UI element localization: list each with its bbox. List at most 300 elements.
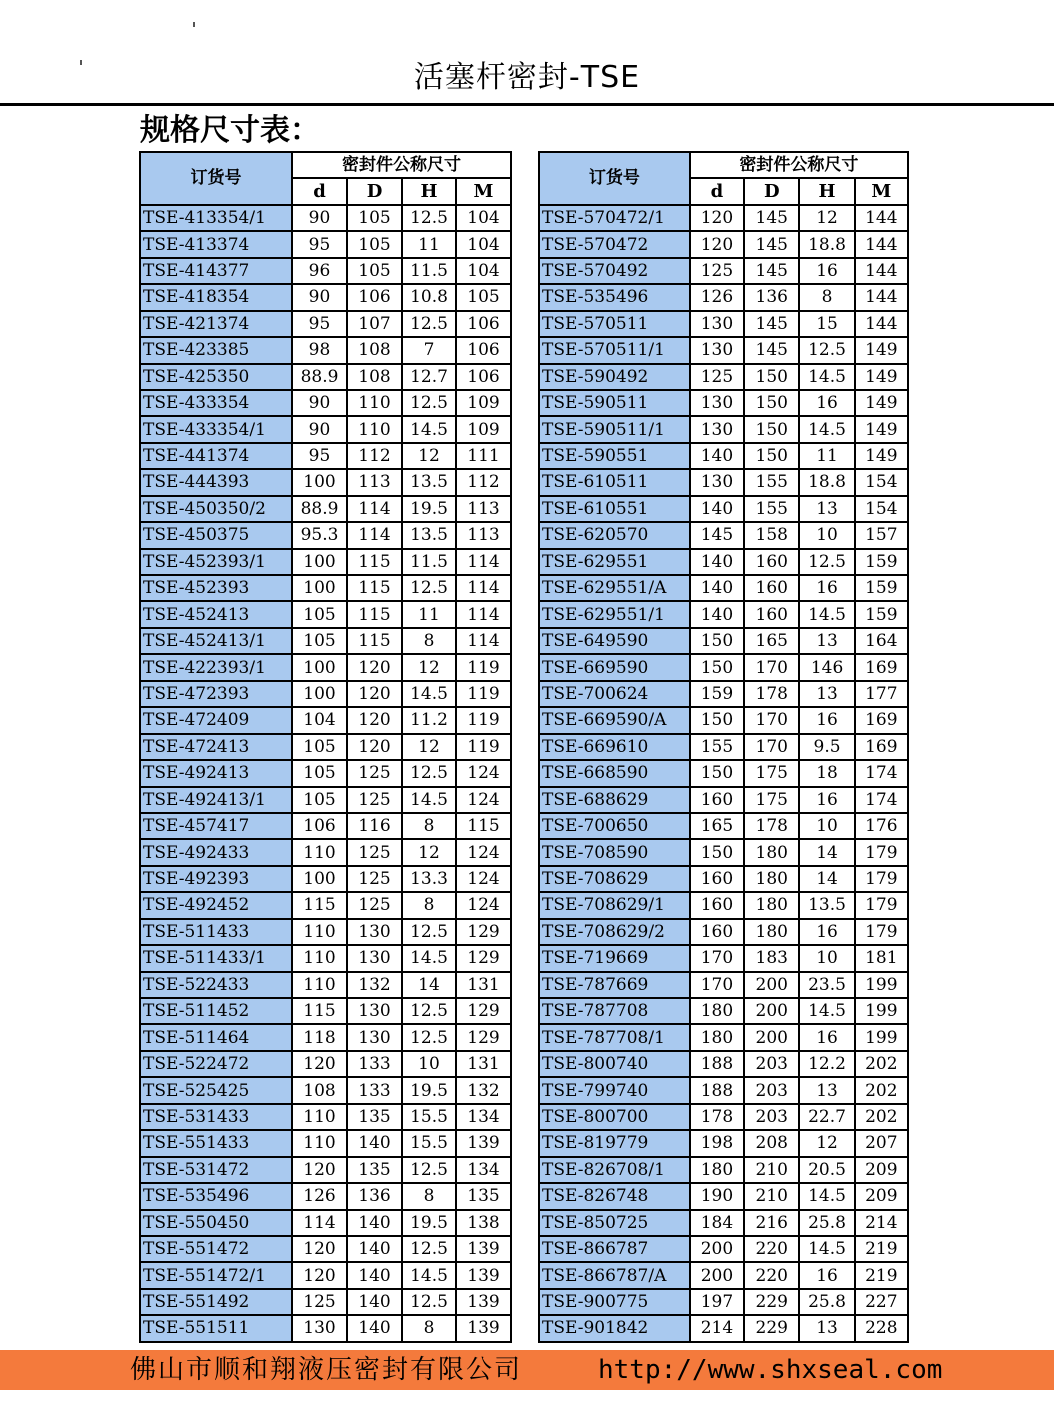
height-H-cell: 16	[799, 787, 854, 813]
outer-diameter-D-cell: 220	[744, 1262, 799, 1288]
inner-diameter-d-cell: 120	[690, 231, 744, 257]
outer-diameter-D-cell: 114	[347, 496, 402, 522]
height-H-cell: 12	[402, 443, 456, 469]
outer-diameter-D-cell: 108	[347, 364, 402, 390]
height-H-cell: 11.5	[402, 258, 456, 284]
height-H-cell: 18	[799, 760, 854, 786]
m-value-cell: 159	[855, 601, 908, 627]
table-row	[539, 1051, 908, 1077]
m-value-cell: 199	[855, 972, 908, 998]
m-value-cell: 106	[456, 311, 511, 337]
height-H-cell: 14.5	[799, 998, 854, 1024]
order-number-cell: TSE-570472	[539, 231, 690, 257]
table-row	[140, 469, 511, 495]
table-row	[140, 1051, 511, 1077]
inner-diameter-d-cell: 110	[292, 1104, 347, 1130]
outer-diameter-D-cell: 229	[744, 1315, 799, 1341]
table-row	[539, 443, 908, 469]
m-value-cell: 176	[855, 813, 908, 839]
inner-diameter-d-cell: 188	[690, 1077, 744, 1103]
website-link[interactable]: http://www.shxseal.com	[598, 1355, 943, 1385]
order-number-cell: TSE-629551	[539, 549, 690, 575]
outer-diameter-D-cell: 106	[347, 284, 402, 310]
table-row	[539, 1210, 908, 1236]
inner-diameter-d-cell: 178	[690, 1104, 744, 1130]
m-value-cell: 135	[456, 1183, 511, 1209]
inner-diameter-d-cell: 105	[292, 601, 347, 627]
height-H-cell: 13.5	[402, 522, 456, 548]
table-row	[140, 337, 511, 363]
outer-diameter-D-cell: 170	[744, 654, 799, 680]
inner-diameter-d-cell: 105	[292, 787, 347, 813]
m-value-cell: 115	[456, 813, 511, 839]
height-H-cell: 16	[799, 1262, 854, 1288]
outer-diameter-D-cell: 125	[347, 787, 402, 813]
m-value-cell: 164	[855, 628, 908, 654]
height-H-cell: 14.5	[799, 601, 854, 627]
table-row	[539, 416, 908, 442]
order-number-cell: TSE-866787/A	[539, 1262, 690, 1288]
height-H-cell: 15.5	[402, 1130, 456, 1156]
order-number-cell: TSE-418354	[140, 284, 292, 310]
inner-diameter-d-cell: 110	[292, 972, 347, 998]
outer-diameter-D-cell: 155	[744, 469, 799, 495]
table-row	[140, 972, 511, 998]
m-value-cell: 106	[456, 337, 511, 363]
outer-diameter-D-cell: 136	[347, 1183, 402, 1209]
order-number-cell: TSE-719669	[539, 945, 690, 971]
order-number-cell: TSE-452393	[140, 575, 292, 601]
table-row	[539, 337, 908, 363]
height-H-cell: 20.5	[799, 1157, 854, 1183]
column-header-M: M	[456, 178, 511, 204]
outer-diameter-D-cell: 130	[347, 1024, 402, 1050]
table-row	[539, 998, 908, 1024]
height-H-cell: 12.5	[799, 549, 854, 575]
outer-diameter-D-cell: 180	[744, 892, 799, 918]
order-number-cell: TSE-550450	[140, 1210, 292, 1236]
height-H-cell: 14.5	[402, 1262, 456, 1288]
m-value-cell: 139	[456, 1289, 511, 1315]
order-number-cell: TSE-669590	[539, 654, 690, 680]
height-H-cell: 14.5	[799, 1183, 854, 1209]
order-number-cell: TSE-800700	[539, 1104, 690, 1130]
table-row	[539, 972, 908, 998]
inner-diameter-d-cell: 115	[292, 892, 347, 918]
order-number-cell: TSE-452413/1	[140, 628, 292, 654]
height-H-cell: 12.2	[799, 1051, 854, 1077]
outer-diameter-D-cell: 125	[347, 866, 402, 892]
inner-diameter-d-cell: 100	[292, 866, 347, 892]
table-row	[140, 1130, 511, 1156]
height-H-cell: 16	[799, 1024, 854, 1050]
inner-diameter-d-cell: 100	[292, 575, 347, 601]
outer-diameter-D-cell: 110	[347, 390, 402, 416]
order-number-cell: TSE-414377	[140, 258, 292, 284]
table-row	[140, 1315, 511, 1341]
table-row	[539, 945, 908, 971]
m-value-cell: 124	[456, 892, 511, 918]
table-row	[539, 284, 908, 310]
m-value-cell: 113	[456, 522, 511, 548]
m-value-cell: 131	[456, 1051, 511, 1077]
inner-diameter-d-cell: 105	[292, 628, 347, 654]
m-value-cell: 109	[456, 390, 511, 416]
order-number-cell: TSE-787708/1	[539, 1024, 690, 1050]
table-row	[140, 892, 511, 918]
order-number-cell: TSE-551472/1	[140, 1262, 292, 1288]
inner-diameter-d-cell: 150	[690, 628, 744, 654]
m-value-cell: 199	[855, 998, 908, 1024]
order-number-cell: TSE-590551	[539, 443, 690, 469]
order-number-cell: TSE-708590	[539, 839, 690, 865]
m-value-cell: 124	[456, 866, 511, 892]
inner-diameter-d-cell: 120	[292, 1051, 347, 1077]
table-row	[539, 813, 908, 839]
height-H-cell: 12.5	[402, 998, 456, 1024]
table-row	[140, 205, 511, 231]
outer-diameter-D-cell: 135	[347, 1157, 402, 1183]
outer-diameter-D-cell: 145	[744, 311, 799, 337]
table-row	[140, 919, 511, 945]
table-row	[140, 1183, 511, 1209]
order-number-cell: TSE-511433/1	[140, 945, 292, 971]
spec-table-right	[538, 151, 909, 1343]
order-number-cell: TSE-629551/1	[539, 601, 690, 627]
height-H-cell: 12.5	[402, 390, 456, 416]
order-number-cell: TSE-649590	[539, 628, 690, 654]
height-H-cell: 12	[402, 839, 456, 865]
table-row	[140, 575, 511, 601]
table-row	[539, 522, 908, 548]
m-value-cell: 174	[855, 787, 908, 813]
m-value-cell: 207	[855, 1130, 908, 1156]
table-row	[140, 734, 511, 760]
order-number-cell: TSE-522472	[140, 1051, 292, 1077]
order-number-cell: TSE-668590	[539, 760, 690, 786]
inner-diameter-d-cell: 95.3	[292, 522, 347, 548]
outer-diameter-D-cell: 130	[347, 945, 402, 971]
outer-diameter-D-cell: 120	[347, 654, 402, 680]
inner-diameter-d-cell: 105	[292, 760, 347, 786]
m-value-cell: 149	[855, 390, 908, 416]
outer-diameter-D-cell: 120	[347, 734, 402, 760]
table-row	[140, 522, 511, 548]
spec-table-left	[139, 151, 512, 1343]
inner-diameter-d-cell: 90	[292, 390, 347, 416]
inner-diameter-d-cell: 180	[690, 1024, 744, 1050]
m-value-cell: 179	[855, 866, 908, 892]
height-H-cell: 11.2	[402, 707, 456, 733]
order-number-cell: TSE-425350	[140, 364, 292, 390]
m-value-cell: 112	[456, 469, 511, 495]
order-number-cell: TSE-452393/1	[140, 549, 292, 575]
outer-diameter-D-cell: 145	[744, 205, 799, 231]
inner-diameter-d-cell: 120	[292, 1157, 347, 1183]
outer-diameter-D-cell: 160	[744, 549, 799, 575]
order-number-cell: TSE-551472	[140, 1236, 292, 1262]
height-H-cell: 16	[799, 575, 854, 601]
inner-diameter-d-cell: 126	[292, 1183, 347, 1209]
inner-diameter-d-cell: 150	[690, 654, 744, 680]
outer-diameter-D-cell: 150	[744, 390, 799, 416]
outer-diameter-D-cell: 116	[347, 813, 402, 839]
table-row	[539, 1262, 908, 1288]
inner-diameter-d-cell: 100	[292, 654, 347, 680]
inner-diameter-d-cell: 184	[690, 1210, 744, 1236]
order-number-cell: TSE-450375	[140, 522, 292, 548]
outer-diameter-D-cell: 105	[347, 258, 402, 284]
table-row	[539, 469, 908, 495]
height-H-cell: 13	[799, 628, 854, 654]
outer-diameter-D-cell: 200	[744, 1024, 799, 1050]
table-row	[539, 575, 908, 601]
m-value-cell: 124	[456, 787, 511, 813]
m-value-cell: 139	[456, 1315, 511, 1341]
outer-diameter-D-cell: 130	[347, 919, 402, 945]
table-row	[140, 628, 511, 654]
inner-diameter-d-cell: 95	[292, 311, 347, 337]
table-row	[539, 1236, 908, 1262]
m-value-cell: 179	[855, 839, 908, 865]
table-row	[140, 258, 511, 284]
m-value-cell: 199	[855, 1024, 908, 1050]
table-row	[140, 998, 511, 1024]
height-H-cell: 16	[799, 258, 854, 284]
m-value-cell: 149	[855, 337, 908, 363]
inner-diameter-d-cell: 130	[292, 1315, 347, 1341]
m-value-cell: 113	[456, 496, 511, 522]
height-H-cell: 16	[799, 390, 854, 416]
height-H-cell: 11.5	[402, 549, 456, 575]
m-value-cell: 119	[456, 707, 511, 733]
order-number-cell: TSE-900775	[539, 1289, 690, 1315]
table-row	[140, 1024, 511, 1050]
m-value-cell: 114	[456, 549, 511, 575]
outer-diameter-D-cell: 160	[744, 601, 799, 627]
table-row	[140, 549, 511, 575]
outer-diameter-D-cell: 158	[744, 522, 799, 548]
inner-diameter-d-cell: 130	[690, 337, 744, 363]
table-row	[539, 258, 908, 284]
order-number-cell: TSE-620570	[539, 522, 690, 548]
height-H-cell: 12.5	[402, 760, 456, 786]
outer-diameter-D-cell: 115	[347, 601, 402, 627]
table-row	[140, 1077, 511, 1103]
inner-diameter-d-cell: 110	[292, 839, 347, 865]
m-value-cell: 157	[855, 522, 908, 548]
outer-diameter-D-cell: 216	[744, 1210, 799, 1236]
inner-diameter-d-cell: 118	[292, 1024, 347, 1050]
inner-diameter-d-cell: 98	[292, 337, 347, 363]
m-value-cell: 114	[456, 601, 511, 627]
inner-diameter-d-cell: 96	[292, 258, 347, 284]
table-row	[539, 1157, 908, 1183]
table-row	[140, 311, 511, 337]
inner-diameter-d-cell: 130	[690, 416, 744, 442]
inner-diameter-d-cell: 140	[690, 549, 744, 575]
height-H-cell: 11	[402, 231, 456, 257]
table-row	[539, 787, 908, 813]
m-value-cell: 149	[855, 364, 908, 390]
table-row	[539, 1077, 908, 1103]
order-number-cell: TSE-452413	[140, 601, 292, 627]
m-value-cell: 132	[456, 1077, 511, 1103]
table-row	[539, 496, 908, 522]
outer-diameter-D-cell: 112	[347, 443, 402, 469]
height-H-cell: 12	[799, 1130, 854, 1156]
height-H-cell: 15.5	[402, 1104, 456, 1130]
outer-diameter-D-cell: 107	[347, 311, 402, 337]
column-header-H: H	[799, 178, 854, 204]
height-H-cell: 13.3	[402, 866, 456, 892]
outer-diameter-D-cell: 145	[744, 337, 799, 363]
inner-diameter-d-cell: 165	[690, 813, 744, 839]
column-header-D: D	[347, 178, 402, 204]
table-row	[140, 787, 511, 813]
inner-diameter-d-cell: 90	[292, 205, 347, 231]
table-row	[539, 892, 908, 918]
inner-diameter-d-cell: 95	[292, 443, 347, 469]
m-value-cell: 149	[855, 416, 908, 442]
outer-diameter-D-cell: 220	[744, 1236, 799, 1262]
inner-diameter-d-cell: 95	[292, 231, 347, 257]
order-number-cell: TSE-901842	[539, 1315, 690, 1341]
m-value-cell: 144	[855, 258, 908, 284]
order-number-cell: TSE-457417	[140, 813, 292, 839]
order-number-cell: TSE-422393/1	[140, 654, 292, 680]
outer-diameter-D-cell: 140	[347, 1236, 402, 1262]
outer-diameter-D-cell: 113	[347, 469, 402, 495]
inner-diameter-d-cell: 105	[292, 734, 347, 760]
m-value-cell: 169	[855, 734, 908, 760]
m-value-cell: 139	[456, 1236, 511, 1262]
height-H-cell: 12.5	[402, 1157, 456, 1183]
height-H-cell: 14.5	[799, 1236, 854, 1262]
table-row	[140, 1157, 511, 1183]
outer-diameter-D-cell: 180	[744, 866, 799, 892]
order-number-cell: TSE-535496	[539, 284, 690, 310]
height-H-cell: 8	[402, 813, 456, 839]
table-row	[140, 284, 511, 310]
order-number-cell: TSE-511464	[140, 1024, 292, 1050]
height-H-cell: 16	[799, 707, 854, 733]
order-number-cell: TSE-800740	[539, 1051, 690, 1077]
outer-diameter-D-cell: 140	[347, 1262, 402, 1288]
height-H-cell: 14.5	[402, 416, 456, 442]
inner-diameter-d-cell: 90	[292, 416, 347, 442]
m-value-cell: 124	[456, 760, 511, 786]
order-number-cell: TSE-669610	[539, 734, 690, 760]
height-H-cell: 7	[402, 337, 456, 363]
nominal-size-header: 密封件公称尺寸	[690, 152, 908, 178]
inner-diameter-d-cell: 130	[690, 469, 744, 495]
height-H-cell: 18.8	[799, 231, 854, 257]
height-H-cell: 13.5	[402, 469, 456, 495]
height-H-cell: 8	[799, 284, 854, 310]
height-H-cell: 12	[402, 654, 456, 680]
m-value-cell: 179	[855, 919, 908, 945]
height-H-cell: 18.8	[799, 469, 854, 495]
height-H-cell: 25.8	[799, 1210, 854, 1236]
order-number-cell: TSE-413374	[140, 231, 292, 257]
m-value-cell: 214	[855, 1210, 908, 1236]
m-value-cell: 169	[855, 654, 908, 680]
outer-diameter-D-cell: 178	[744, 813, 799, 839]
order-number-cell: TSE-570472/1	[539, 205, 690, 231]
outer-diameter-D-cell: 140	[347, 1210, 402, 1236]
outer-diameter-D-cell: 155	[744, 496, 799, 522]
spec-table-left-body	[140, 205, 511, 1342]
outer-diameter-D-cell: 133	[347, 1077, 402, 1103]
outer-diameter-D-cell: 170	[744, 707, 799, 733]
outer-diameter-D-cell: 170	[744, 734, 799, 760]
order-number-cell: TSE-826748	[539, 1183, 690, 1209]
table-row	[140, 839, 511, 865]
order-number-cell: TSE-433354/1	[140, 416, 292, 442]
column-header-d: d	[690, 178, 744, 204]
m-value-cell: 219	[855, 1236, 908, 1262]
outer-diameter-D-cell: 183	[744, 945, 799, 971]
height-H-cell: 12.5	[402, 1236, 456, 1262]
table-row	[140, 813, 511, 839]
outer-diameter-D-cell: 150	[744, 364, 799, 390]
m-value-cell: 144	[855, 284, 908, 310]
order-number-cell: TSE-610551	[539, 496, 690, 522]
inner-diameter-d-cell: 140	[690, 601, 744, 627]
outer-diameter-D-cell: 210	[744, 1157, 799, 1183]
m-value-cell: 202	[855, 1077, 908, 1103]
height-H-cell: 8	[402, 892, 456, 918]
inner-diameter-d-cell: 140	[690, 496, 744, 522]
table-row	[140, 681, 511, 707]
order-number-cell: TSE-433354	[140, 390, 292, 416]
order-number-cell: TSE-700624	[539, 681, 690, 707]
table-row	[539, 390, 908, 416]
inner-diameter-d-cell: 214	[690, 1315, 744, 1341]
table-row	[539, 628, 908, 654]
m-value-cell: 124	[456, 839, 511, 865]
table-row	[539, 1289, 908, 1315]
outer-diameter-D-cell: 160	[744, 575, 799, 601]
order-number-cell: TSE-700650	[539, 813, 690, 839]
order-number-cell: TSE-531472	[140, 1157, 292, 1183]
inner-diameter-d-cell: 160	[690, 787, 744, 813]
order-number-cell: TSE-511433	[140, 919, 292, 945]
column-header-d: d	[292, 178, 347, 204]
order-number-cell: TSE-819779	[539, 1130, 690, 1156]
table-row	[539, 311, 908, 337]
outer-diameter-D-cell: 145	[744, 231, 799, 257]
inner-diameter-d-cell: 110	[292, 919, 347, 945]
inner-diameter-d-cell: 160	[690, 866, 744, 892]
table-row	[539, 1183, 908, 1209]
m-value-cell: 202	[855, 1104, 908, 1130]
outer-diameter-D-cell: 150	[744, 416, 799, 442]
m-value-cell: 111	[456, 443, 511, 469]
section-title: 规格尺寸表：	[140, 113, 320, 148]
height-H-cell: 14	[402, 972, 456, 998]
table-row	[539, 681, 908, 707]
order-number-cell: TSE-444393	[140, 469, 292, 495]
outer-diameter-D-cell: 125	[347, 839, 402, 865]
height-H-cell: 13	[799, 681, 854, 707]
m-value-cell: 179	[855, 892, 908, 918]
outer-diameter-D-cell: 136	[744, 284, 799, 310]
nominal-size-header: 密封件公称尺寸	[292, 152, 511, 178]
outer-diameter-D-cell: 125	[347, 892, 402, 918]
order-number-cell: TSE-492413/1	[140, 787, 292, 813]
